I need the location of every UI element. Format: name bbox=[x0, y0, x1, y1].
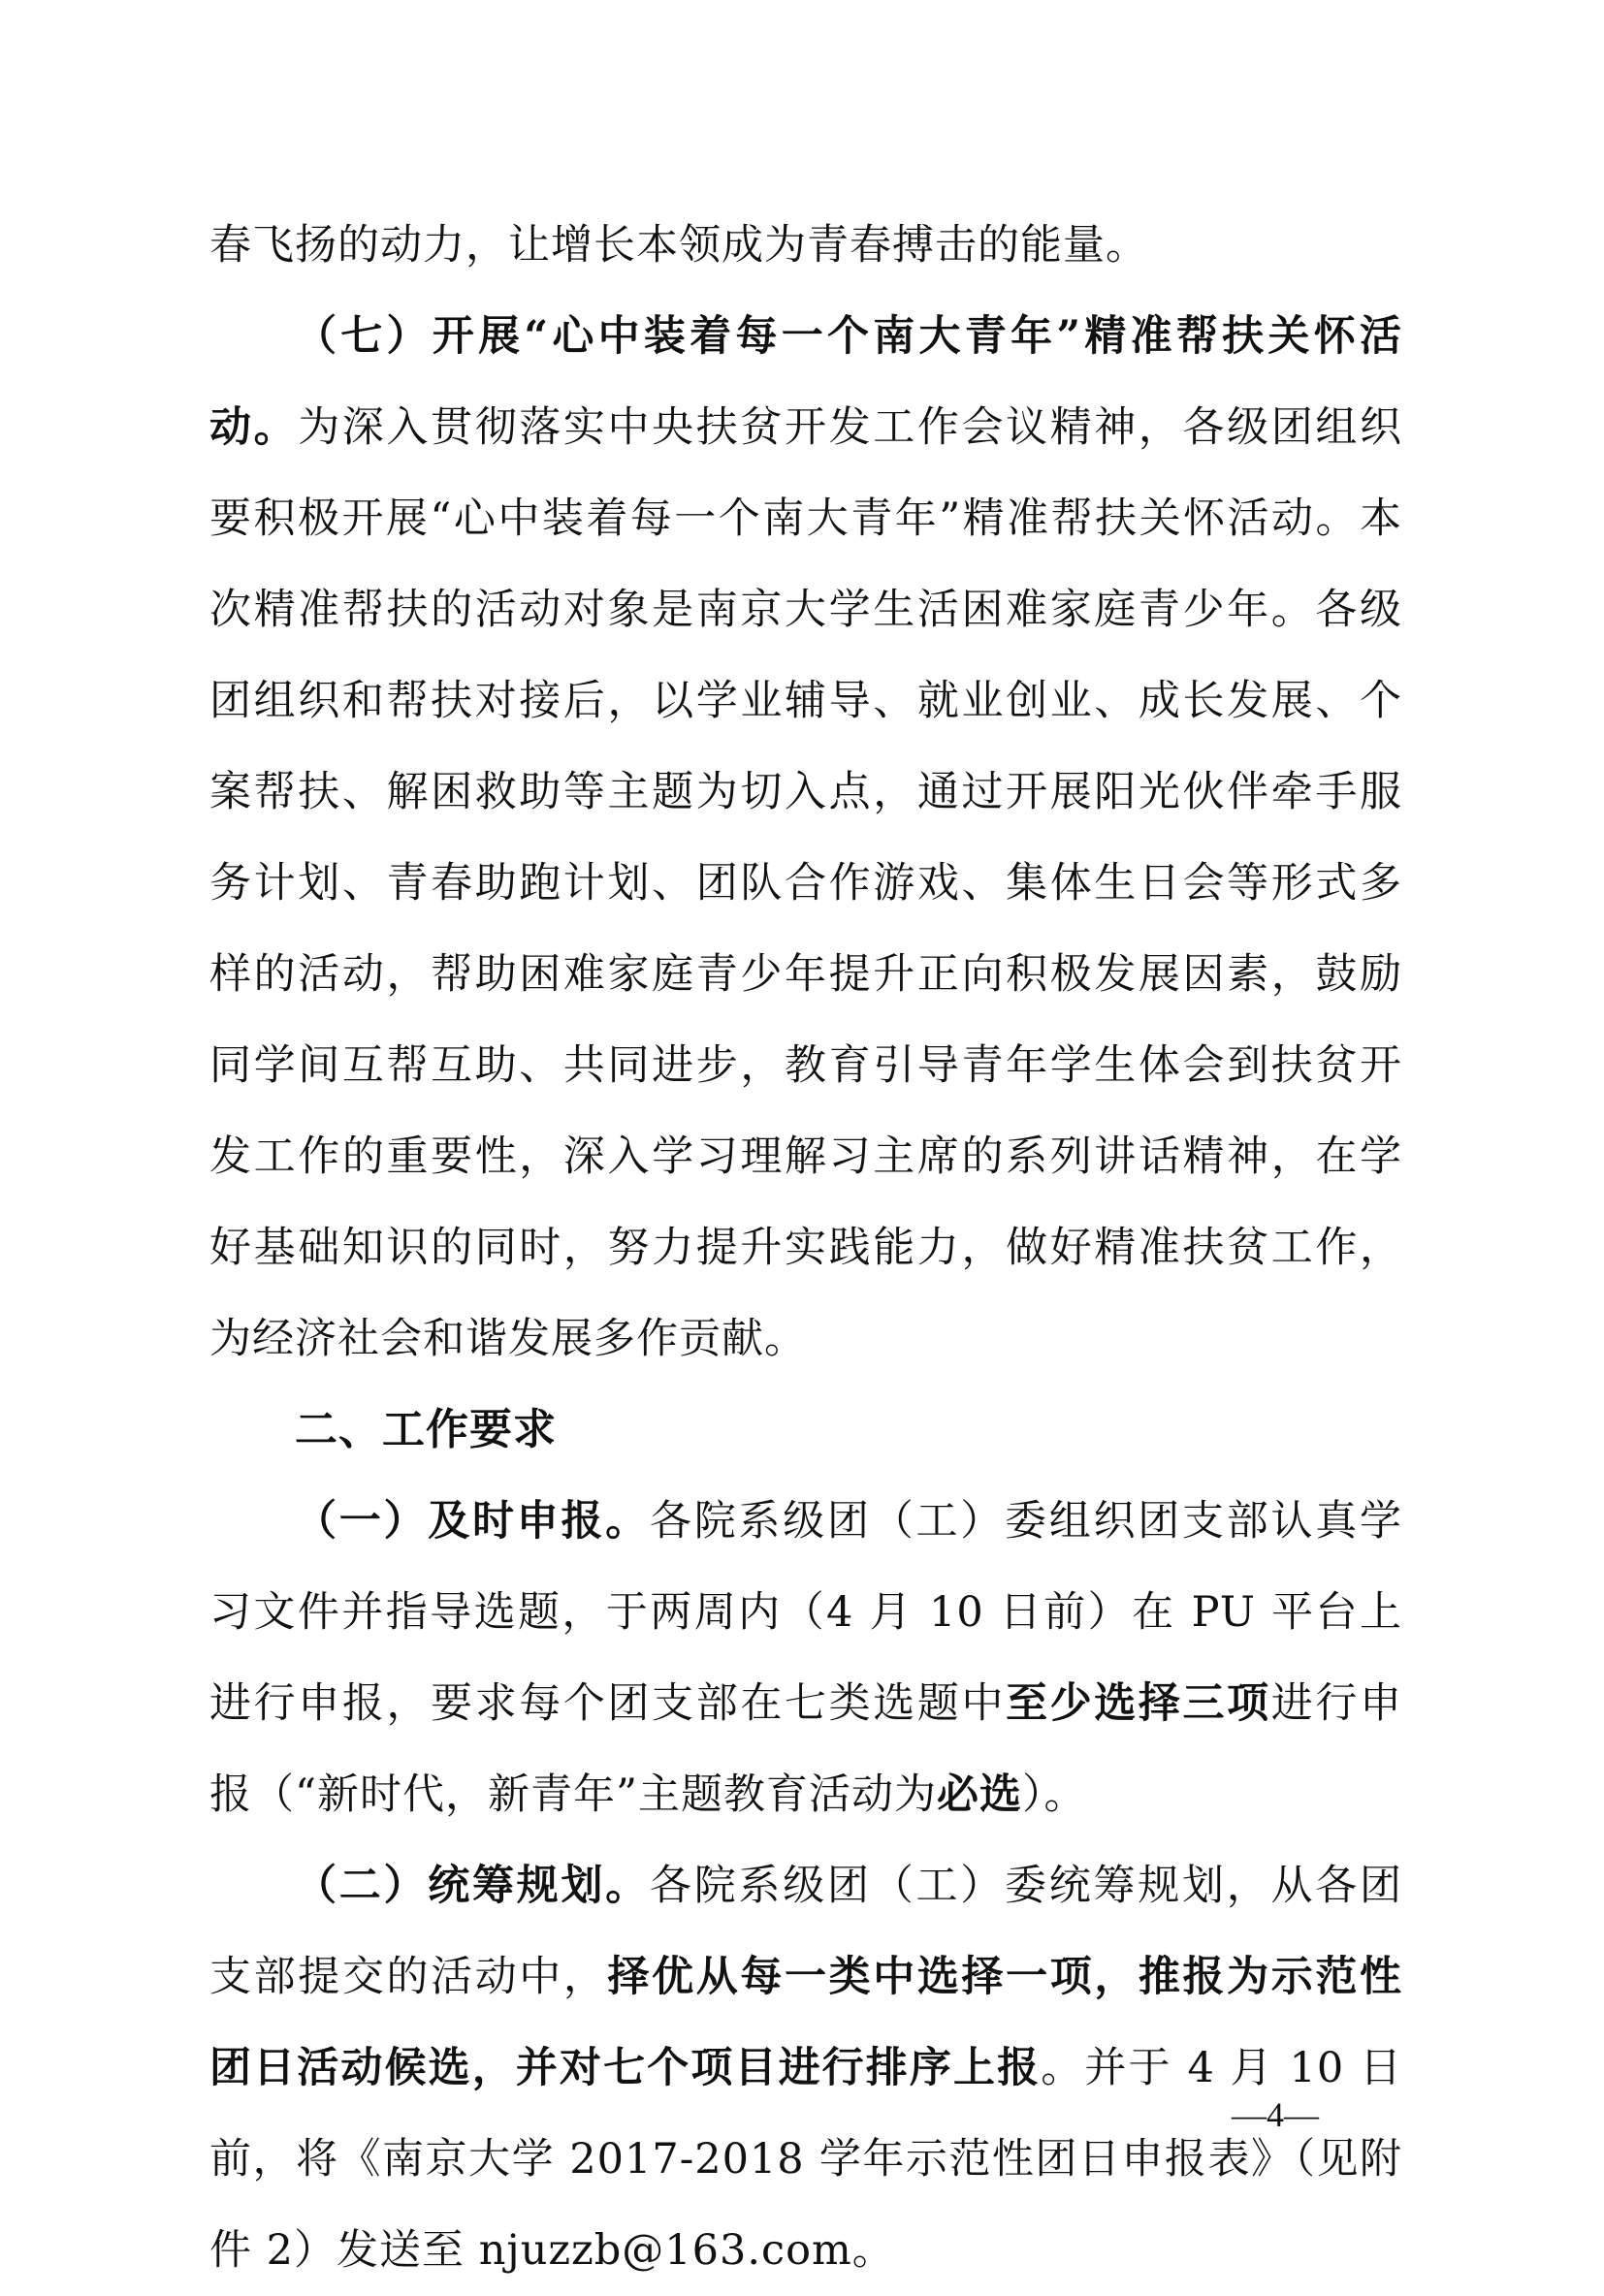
section-7-text: 为深入贯彻落实中央扶贫开发工作会议精神，各级团组织要积极开展“心中装着每一个南大青年”精准帮扶关怀活动。本次精准帮扶的活动对象是南京大学生活困难家庭青少年。各级团组织和帮扶对接后，以学业辅导、就业创业、成长发展、个案帮扶、解困救助等主题为切入点，通过开展阳光伙伴牵手服务计划、青春助跑计划、团队合作游戏、集体生日会等形式多样的活动，帮助困难家庭青少年提升正向积极发展因素，鼓励同学间互帮互助、共同进步，教育引导青年学生体会到扶贫开发工作的重要性，深入学习理解习主席的系列讲话精神，在学好基础知识的同时，努力提升实践能力，做好精准扶贫工作，为经济社会和谐发展多作贡献。 bbox=[209, 403, 1403, 1363]
requirement-2-text-a: 各院系级团（工）委统筹规划，从各团支部提交的活动中， bbox=[209, 1862, 1402, 2001]
requirement-1-bold-a: 至少选择三项 bbox=[1006, 1679, 1271, 1728]
paragraph-continuation bbox=[209, 200, 1402, 291]
paragraph-requirement-2 bbox=[209, 1840, 1402, 2296]
requirement-2-title: （二）统筹规划。 bbox=[295, 1862, 650, 1910]
paragraph-requirement-1 bbox=[209, 1476, 1402, 1840]
paragraph-text: 春飞扬的动力，让增长本领成为青春搏击的能量。 bbox=[209, 221, 1148, 270]
requirement-1-text-b: 进行申报（“新时代，新青年”主题教育活动为 bbox=[209, 1679, 1403, 1819]
requirement-1-text-c: ）。 bbox=[1021, 1770, 1087, 1819]
heading-work-requirements: 二、工作要求 bbox=[295, 1405, 557, 1454]
requirement-2-text-b: 。并于 4 月 10 日前，将《南京大学 2017-2018 学年示范性团日申报表》（见附件 2）发送至 njuzzb@163.com。 bbox=[209, 2044, 1403, 2275]
requirement-1-title: （一）及时申报。 bbox=[295, 1497, 650, 1546]
section-7-title: （七）开展“心中装着每一个南大青年”精准帮扶关怀活动。 bbox=[209, 312, 1402, 452]
requirement-1-text-a: 各院系级团（工）委组织团支部认真学习文件并指导选题，于两周内（4 月 10 日前）在 PU 平台上进行申报，要求每个团支部在七类选题中 bbox=[209, 1497, 1402, 1728]
page-number: —4— bbox=[1232, 2095, 1319, 2134]
requirement-1-bold-b: 必选 bbox=[936, 1770, 1022, 1819]
paragraph-section-7 bbox=[209, 291, 1402, 1385]
document-body bbox=[209, 200, 1402, 2296]
requirement-2-bold-a: 择优从每一类中选择一项，推报为示范性团日活动候选，并对七个项目进行排序上报 bbox=[209, 1953, 1403, 2092]
